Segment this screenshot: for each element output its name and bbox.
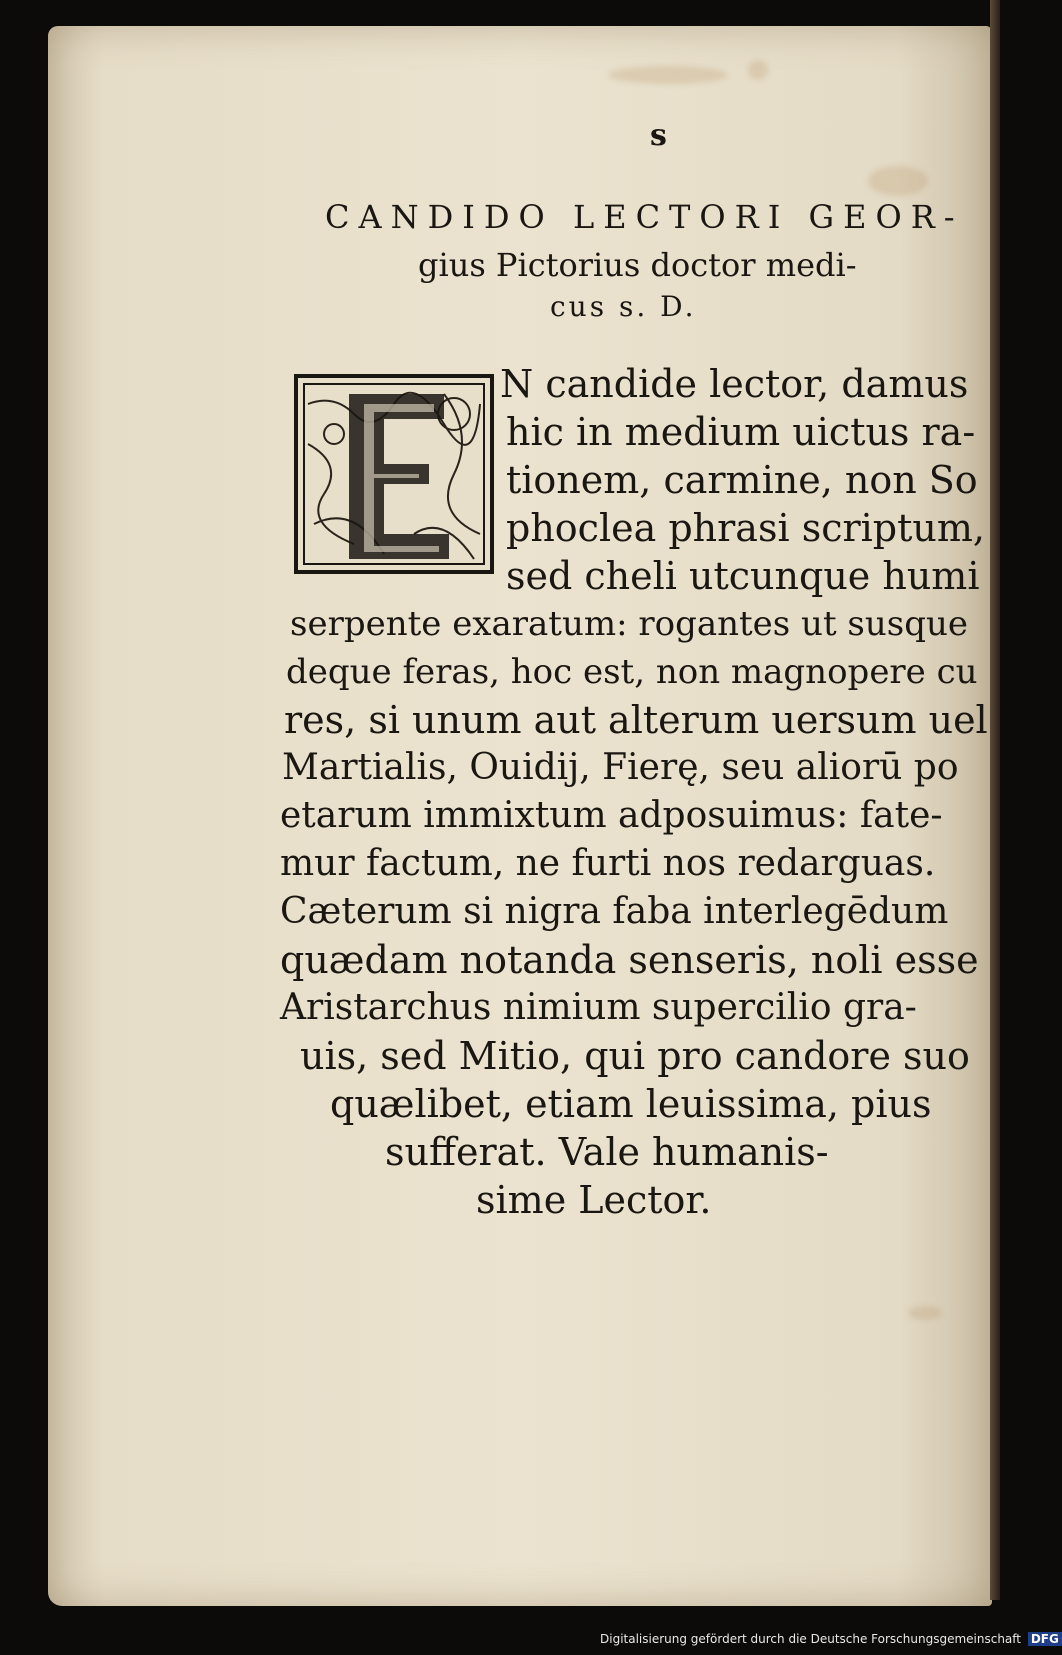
text-line: sime Lector. (476, 1178, 712, 1222)
text-line: quælibet, etiam leuissima, pius (330, 1082, 932, 1126)
heading-line-2: gius Pictorius doctor medi- (418, 246, 857, 284)
text-line: uis, sed Mitio, qui pro candore suo (300, 1034, 970, 1078)
text-line: Cæterum si nigra faba interlegēdum (280, 891, 949, 932)
heading-line-1: CANDIDO LECTORI GEOR- (325, 198, 964, 236)
book-spine (990, 0, 1000, 1600)
heading-line-3: cus s. D. (550, 290, 697, 323)
text-line: serpente exaratum: rogantes ut susque (290, 604, 968, 644)
text-line: deque feras, hoc est, non magnopere cu (286, 652, 978, 692)
text-line: res, si unum aut alterum uersum uel (284, 698, 988, 742)
dfg-logo: DFG (1028, 1632, 1062, 1646)
text-line: N candide lector, damus (500, 362, 969, 406)
text-line: sufferat. Vale humanis- (385, 1130, 829, 1174)
text-line: etarum immixtum adposuimus: fate- (280, 795, 943, 836)
text-line: tionem, carmine, non So (506, 458, 978, 502)
text-line: mur factum, ne furti nos redarguas. (280, 843, 936, 884)
text-line: sed cheli utcunque humi (506, 554, 980, 598)
credit-text: Digitalisierung gefördert durch die Deutsche Forschungsgemeinschaft (600, 1632, 1022, 1646)
decorated-initial-e (294, 374, 494, 574)
folio-mark: s (650, 118, 667, 153)
text-line: quædam notanda senseris, noli esse (280, 938, 979, 982)
text-line: Aristarchus nimium supercilio gra- (280, 987, 917, 1028)
digitization-credit (600, 1632, 1062, 1646)
text-line: Martialis, Ouidij, Fierę, seu aliorū po (282, 747, 959, 788)
text-line: phoclea phrasi scriptum, (506, 506, 985, 550)
text-line: hic in medium uictus ra- (506, 410, 976, 454)
